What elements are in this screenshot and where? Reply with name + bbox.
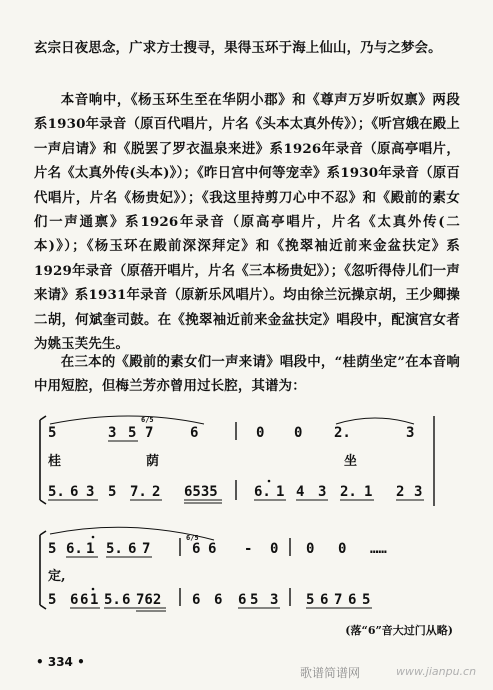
vocal-note: 0 bbox=[306, 541, 315, 557]
score-system-1 bbox=[40, 416, 434, 506]
vocal-note: 5 bbox=[48, 541, 57, 557]
vocal-note: 5 bbox=[128, 425, 137, 441]
vocal-note: 1 bbox=[86, 541, 95, 557]
accomp-note: 1 bbox=[90, 592, 99, 608]
accomp-note: 6 bbox=[238, 592, 247, 608]
accomp-note: 5 bbox=[306, 592, 315, 608]
vocal-note: 0 bbox=[294, 425, 303, 441]
accomp-note: 7. bbox=[130, 484, 147, 500]
vocal-note: - bbox=[244, 541, 253, 557]
lyric-char: 荫 bbox=[146, 454, 160, 469]
accomp-note: 6. bbox=[254, 484, 271, 500]
accomp-note: 6 bbox=[348, 592, 357, 608]
accomp-note: 6 bbox=[214, 592, 223, 608]
vocal-note: 7 bbox=[142, 541, 151, 557]
accomp-note: 6 bbox=[70, 592, 79, 608]
grace-note: 6/5 bbox=[141, 416, 154, 424]
vocal-note: 0 bbox=[256, 425, 265, 441]
accomp-note: 5. bbox=[48, 484, 65, 500]
accomp-note: 6 bbox=[80, 592, 89, 608]
vocal-note: 6. bbox=[66, 541, 83, 557]
vocal-note: 2. bbox=[334, 425, 351, 441]
vocal-note: 3 bbox=[406, 425, 415, 441]
vocal-note: 6 bbox=[128, 541, 137, 557]
accomp-note: 5. bbox=[104, 592, 121, 608]
lyric-char: 定, bbox=[48, 569, 66, 584]
watermark-text: 歌谱简谱网 bbox=[300, 666, 361, 680]
accomp-note: 5 bbox=[108, 484, 117, 500]
grace-note: 6/5 bbox=[186, 534, 199, 542]
vocal-note: 6 bbox=[190, 425, 199, 441]
accomp-note: 4 bbox=[296, 484, 305, 500]
lyric-char: 坐 bbox=[344, 454, 358, 469]
accomp-note: 1 bbox=[276, 484, 285, 500]
accomp-note: 3 bbox=[414, 484, 423, 500]
accomp-note: 762 bbox=[136, 592, 162, 608]
accomp-note: 6 bbox=[192, 592, 201, 608]
accomp-note: 2. bbox=[340, 484, 357, 500]
score-footnote: (落“6”音大过门从略) bbox=[345, 624, 453, 637]
accomp-note: 2 bbox=[152, 484, 161, 500]
accomp-note: 6 bbox=[320, 592, 329, 608]
lyric-char: 桂 bbox=[48, 454, 62, 469]
vocal-note: 0 bbox=[270, 541, 279, 557]
accomp-note: 5 bbox=[48, 592, 57, 608]
vocal-note: 6 bbox=[192, 541, 201, 557]
vocal-note: 7 bbox=[145, 425, 154, 441]
vocal-note: 3 bbox=[108, 425, 117, 441]
watermark-url: www.jianpu.cn bbox=[396, 665, 477, 678]
accomp-note: 5 bbox=[250, 592, 259, 608]
accomp-note: 3 bbox=[318, 484, 327, 500]
paragraph-score-intro: 在三本的《殿前的素女们一声来请》唱段中，“桂荫坐定”在本音响中用短腔，但梅兰芳亦曾用过长腔，其谱为： bbox=[34, 354, 460, 395]
accomp-note: 3 bbox=[270, 592, 279, 608]
vocal-note: 0 bbox=[338, 541, 347, 557]
accomp-note: 6 bbox=[122, 592, 131, 608]
vocal-note: 5 bbox=[48, 425, 57, 441]
page-number: • 334 • bbox=[36, 655, 85, 669]
accomp-note: 1 bbox=[364, 484, 373, 500]
vocal-note: …… bbox=[370, 541, 387, 557]
accomp-note: 2 bbox=[396, 484, 405, 500]
accomp-note: 6535 bbox=[184, 484, 218, 500]
paragraph-intro: 玄宗日夜思念，广求方士搜寻，果得玉环于海上仙山，乃与之梦会。 bbox=[34, 40, 442, 56]
accomp-note: 5 bbox=[362, 592, 371, 608]
score-system-2 bbox=[40, 527, 387, 611]
accomp-note: 3 bbox=[86, 484, 95, 500]
vocal-note: 6 bbox=[208, 541, 217, 557]
accomp-note: 7 bbox=[334, 592, 343, 608]
accomp-note: 6 bbox=[70, 484, 79, 500]
paragraph-recordings: 本音响中，《杨玉环生至在华阴小郡》和《尊声万岁听奴禀》两段系1930年录音（原百代唱片，片名《头本太真外传》）；《听宫娥在殿上一声启请》和《脱罢了罗衣温泉来进》系1926年录音（原高亭唱片，片名《太真外传(头本)》）；《昨日宫中何等宠幸》系1930年录音（原百代唱片，片名《杨贵妃》）；《我这里持剪刀心中不忍》和《殿前的素女们一声通禀》系1926年录音（原高亭唱片，片名《太真外传(二本)》）；《杨玉环在殿前深深拜定》和《挽翠袖近前来金盆扶定》系1929年录音（原蓓开唱片，片名《三本杨贵妃》）；《忽听得侍儿们一声来请》系1931年录音（原新乐风唱片）。均由徐兰沅操京胡，王少卿操二胡，何斌奎司鼓。在《挽翠袖近前来金盆扶定》唱段中，配演宫女者为姚玉芙先生。 bbox=[34, 92, 460, 353]
vocal-note: 5. bbox=[106, 541, 123, 557]
